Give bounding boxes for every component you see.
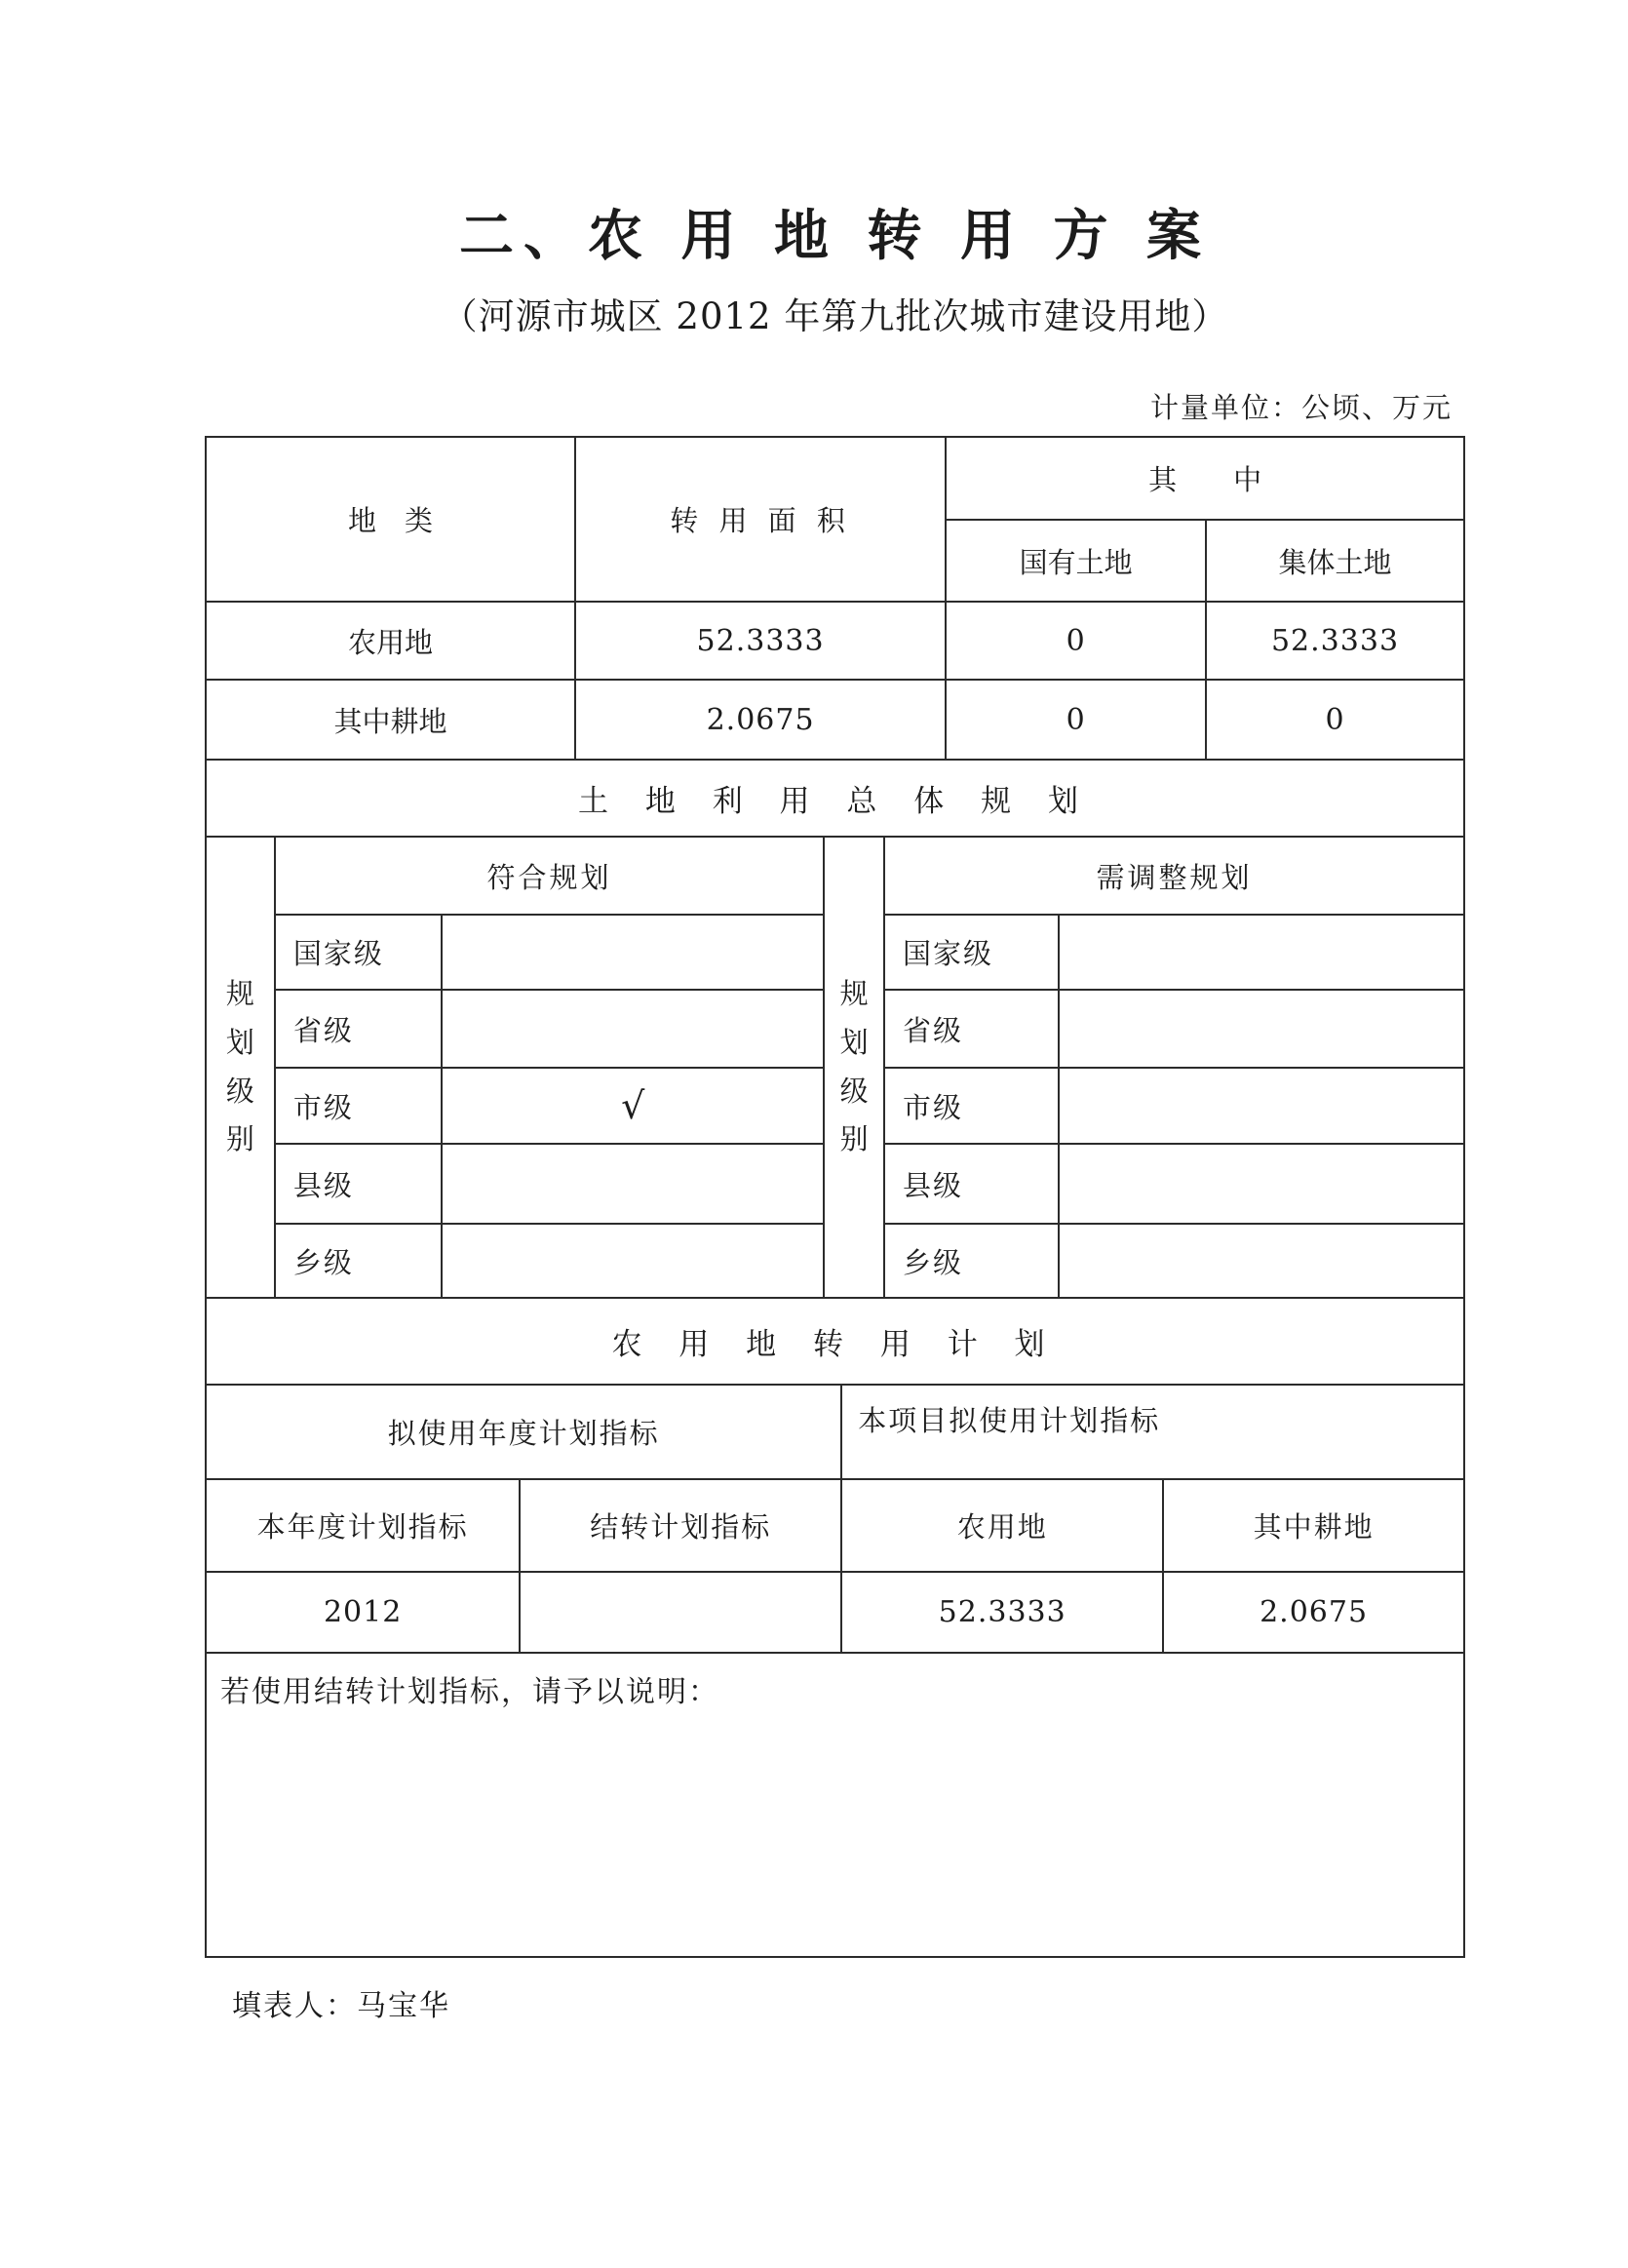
page-subtitle: （河源市城区 2012 年第九批次城市建设用地）	[441, 295, 1229, 337]
left-level-county: 县级	[276, 1145, 443, 1225]
row-agri-land-label: 农用地	[207, 603, 576, 681]
form-preparer: 填表人：马宝华	[232, 1989, 450, 2023]
header-state-owned: 国有土地	[947, 521, 1207, 603]
left-value-national	[443, 916, 825, 991]
right-value-township	[1060, 1225, 1463, 1297]
right-value-municipal	[1060, 1069, 1463, 1145]
right-level-national: 国家级	[885, 916, 1060, 991]
subheader-carryover-quota: 结转计划指标	[521, 1480, 842, 1573]
subheader-year-quota: 本年度计划指标	[207, 1480, 521, 1573]
plan-quota-table	[207, 1386, 1463, 1956]
header-collective: 集体土地	[1207, 521, 1463, 603]
left-value-municipal-checkmark: √	[443, 1069, 825, 1145]
right-value-national	[1060, 916, 1463, 991]
section-title-overall-planning: 土 地 利 用 总 体 规 划	[207, 759, 1463, 838]
section-title-conversion-plan: 农 用 地 转 用 计 划	[207, 1297, 1463, 1386]
header-land-type: 地 类	[207, 438, 576, 603]
right-axis-planning-level	[825, 838, 885, 1297]
land-type-table	[207, 438, 1463, 759]
right-header-needs-adjustment: 需调整规划	[885, 838, 1463, 916]
row-agri-collective: 52.3333	[1207, 603, 1463, 681]
left-axis-planning-level	[207, 838, 276, 1297]
right-level-county: 县级	[885, 1145, 1060, 1225]
subheader-cultivated: 其中耕地	[1164, 1480, 1463, 1573]
left-value-township	[443, 1225, 825, 1297]
subheader-agri-land: 农用地	[842, 1480, 1164, 1573]
right-value-county	[1060, 1145, 1463, 1225]
row-cultivated-collective: 0	[1325, 702, 1345, 737]
planning-levels-grid	[207, 838, 1463, 1297]
row-cultivated-label: 其中耕地	[207, 681, 576, 759]
value-carryover-quota	[521, 1573, 842, 1654]
left-header-conforms-plan: 符合规划	[276, 838, 825, 916]
left-axis-label: 规划级别	[225, 976, 254, 1156]
left-level-provincial: 省级	[276, 991, 443, 1069]
header-annual-quota: 拟使用年度计划指标	[207, 1386, 842, 1480]
carryover-explanation-note: 若使用结转计划指标，请予以说明：	[220, 1675, 719, 1709]
left-level-national: 国家级	[276, 916, 443, 991]
header-project-quota: 本项目拟使用计划指标	[842, 1386, 1463, 1480]
header-among-which: 其 中	[947, 438, 1463, 521]
row-cultivated-conversion-area: 2.0675	[576, 681, 947, 759]
right-level-provincial: 省级	[885, 991, 1060, 1069]
row-agri-state-owned: 0	[947, 603, 1207, 681]
value-agri-land: 52.3333	[842, 1573, 1164, 1654]
left-value-provincial	[443, 991, 825, 1069]
right-axis-label: 规划级别	[839, 976, 869, 1156]
right-level-township: 乡级	[885, 1225, 1060, 1297]
right-value-provincial	[1060, 991, 1463, 1069]
right-level-municipal: 市级	[885, 1069, 1060, 1145]
left-level-township: 乡级	[276, 1225, 443, 1297]
left-value-county	[443, 1145, 825, 1225]
header-conversion-area: 转 用 面 积	[576, 438, 947, 603]
land-conversion-form	[205, 436, 1465, 1958]
page-title: 二、农 用 地 转 用 方 案	[459, 204, 1211, 268]
value-year-quota: 2012	[207, 1573, 521, 1654]
measurement-unit-label: 计量单位：公顷、万元	[1149, 391, 1453, 424]
row-cultivated-state-owned: 0	[947, 681, 1207, 759]
value-cultivated: 2.0675	[1164, 1573, 1463, 1654]
row-agri-conversion-area: 52.3333	[576, 603, 947, 681]
left-level-municipal: 市级	[276, 1069, 443, 1145]
